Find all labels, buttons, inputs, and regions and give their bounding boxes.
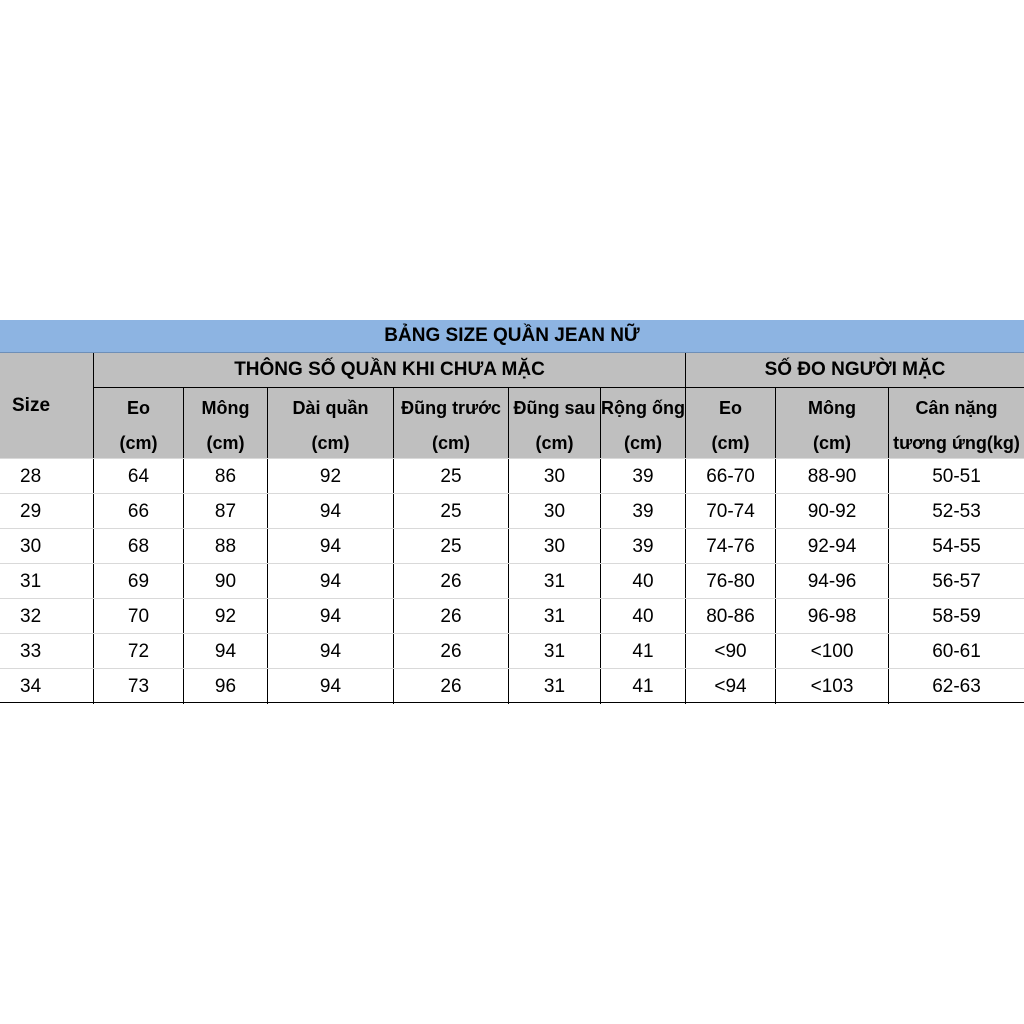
garment-back-rise-cell: 30 [508, 529, 600, 564]
wearer-weight-cell: 50-51 [888, 459, 1024, 494]
garment-spec-group-header: THÔNG SỐ QUẦN KHI CHƯA MẶC [93, 353, 685, 388]
wearer-weight-header-unit: tương ứng(kg) [893, 433, 1020, 453]
table-row [0, 458, 1024, 493]
garment-leg-opening-header-label: Rộng ống [601, 398, 685, 418]
garment-front-rise-header-label: Đũng trước [401, 398, 501, 418]
garment-back-rise-cell: 31 [508, 599, 600, 634]
size-table-body [0, 458, 1024, 703]
garment-hip-cell: 92 [183, 599, 267, 634]
wearer-weight-cell: 56-57 [888, 564, 1024, 599]
garment-leg-opening-cell: 41 [600, 634, 685, 669]
garment-waist-cell: 73 [93, 669, 183, 704]
garment-waist-header [93, 388, 183, 458]
garment-front-rise-cell: 26 [393, 669, 508, 704]
garment-leg-opening-header-unit: (cm) [623, 433, 662, 453]
wearer-hip-cell: 92-94 [775, 529, 888, 564]
garment-front-rise-cell: 26 [393, 564, 508, 599]
garment-leg-opening-cell: 40 [600, 599, 685, 634]
wearer-weight-cell: 52-53 [888, 494, 1024, 529]
garment-back-rise-header-unit: (cm) [535, 433, 574, 453]
garment-front-rise-cell: 26 [393, 634, 508, 669]
garment-hip-cell: 90 [183, 564, 267, 599]
garment-waist-cell: 68 [93, 529, 183, 564]
wearer-hip-cell: <103 [775, 669, 888, 704]
garment-length-cell: 94 [267, 494, 393, 529]
garment-leg-opening-cell: 39 [600, 529, 685, 564]
wearer-waist-header-unit: (cm) [711, 433, 750, 453]
table-row [0, 633, 1024, 668]
garment-hip-header-unit: (cm) [206, 433, 245, 453]
wearer-hip-header [775, 388, 888, 458]
garment-front-rise-header-unit: (cm) [431, 433, 470, 453]
garment-length-cell: 92 [267, 459, 393, 494]
garment-front-rise-header [393, 388, 508, 458]
size-column-header: Size [0, 353, 93, 458]
garment-waist-cell: 66 [93, 494, 183, 529]
garment-back-rise-header [508, 388, 600, 458]
wearer-waist-cell: 74-76 [685, 529, 775, 564]
wearer-waist-header-label: Eo [718, 398, 742, 418]
wearer-waist-cell: 70-74 [685, 494, 775, 529]
garment-hip-cell: 94 [183, 634, 267, 669]
garment-back-rise-header-label: Đũng sau [513, 398, 596, 418]
garment-leg-opening-cell: 39 [600, 494, 685, 529]
wearer-hip-header-label: Mông [808, 398, 856, 418]
garment-length-cell: 94 [267, 529, 393, 564]
size-cell: 31 [20, 571, 42, 592]
garment-back-rise-cell: 30 [508, 459, 600, 494]
wearer-hip-cell: 90-92 [775, 494, 888, 529]
garment-hip-header [183, 388, 267, 458]
garment-waist-cell: 70 [93, 599, 183, 634]
garment-front-rise-cell: 25 [393, 494, 508, 529]
wearer-weight-cell: 54-55 [888, 529, 1024, 564]
garment-length-cell: 94 [267, 564, 393, 599]
garment-hip-cell: 86 [183, 459, 267, 494]
garment-waist-cell: 72 [93, 634, 183, 669]
wearer-waist-cell: <94 [685, 669, 775, 704]
table-title: BẢNG SIZE QUẦN JEAN NỮ [0, 320, 1024, 353]
wearer-hip-cell: 88-90 [775, 459, 888, 494]
garment-front-rise-cell: 25 [393, 459, 508, 494]
garment-leg-opening-cell: 39 [600, 459, 685, 494]
garment-back-rise-cell: 31 [508, 564, 600, 599]
table-row [0, 563, 1024, 598]
garment-waist-header-label: Eo [126, 398, 150, 418]
wearer-weight-cell: 60-61 [888, 634, 1024, 669]
size-cell: 29 [20, 501, 42, 522]
table-row [0, 668, 1024, 703]
wearer-waist-header [685, 388, 775, 458]
garment-hip-cell: 88 [183, 529, 267, 564]
wearer-hip-cell: 94-96 [775, 564, 888, 599]
table-row [0, 598, 1024, 633]
size-cell: 28 [20, 466, 42, 487]
garment-length-cell: 94 [267, 669, 393, 704]
table-row [0, 528, 1024, 563]
wearer-waist-cell: 80-86 [685, 599, 775, 634]
size-cell: 34 [20, 676, 42, 697]
garment-length-cell: 94 [267, 634, 393, 669]
garment-front-rise-cell: 26 [393, 599, 508, 634]
wearer-weight-cell: 58-59 [888, 599, 1024, 634]
garment-back-rise-cell: 31 [508, 669, 600, 704]
garment-length-header [267, 388, 393, 458]
garment-length-header-label: Dài quần [292, 398, 369, 418]
wearer-waist-cell: <90 [685, 634, 775, 669]
garment-leg-opening-header [600, 388, 685, 458]
garment-back-rise-cell: 31 [508, 634, 600, 669]
wearer-hip-header-unit: (cm) [812, 433, 851, 453]
garment-waist-header-unit: (cm) [119, 433, 158, 453]
size-cell: 30 [20, 536, 42, 557]
garment-back-rise-cell: 30 [508, 494, 600, 529]
garment-waist-cell: 69 [93, 564, 183, 599]
wearer-weight-cell: 62-63 [888, 669, 1024, 704]
table-row [0, 493, 1024, 528]
size-cell: 33 [20, 641, 42, 662]
garment-waist-cell: 64 [93, 459, 183, 494]
size-cell: 32 [20, 606, 42, 627]
wearer-hip-cell: 96-98 [775, 599, 888, 634]
wearer-hip-cell: <100 [775, 634, 888, 669]
garment-length-cell: 94 [267, 599, 393, 634]
wearer-weight-header [888, 388, 1024, 458]
wearer-waist-cell: 66-70 [685, 459, 775, 494]
garment-leg-opening-cell: 41 [600, 669, 685, 704]
garment-hip-header-label: Mông [201, 398, 250, 418]
garment-hip-cell: 96 [183, 669, 267, 704]
wearer-waist-cell: 76-80 [685, 564, 775, 599]
garment-length-header-unit: (cm) [311, 433, 350, 453]
garment-hip-cell: 87 [183, 494, 267, 529]
wearer-weight-header-label: Cân nặng [915, 398, 998, 418]
wearer-measurement-group-header: SỐ ĐO NGƯỜI MẶC [685, 353, 1024, 388]
garment-front-rise-cell: 25 [393, 529, 508, 564]
garment-leg-opening-cell: 40 [600, 564, 685, 599]
